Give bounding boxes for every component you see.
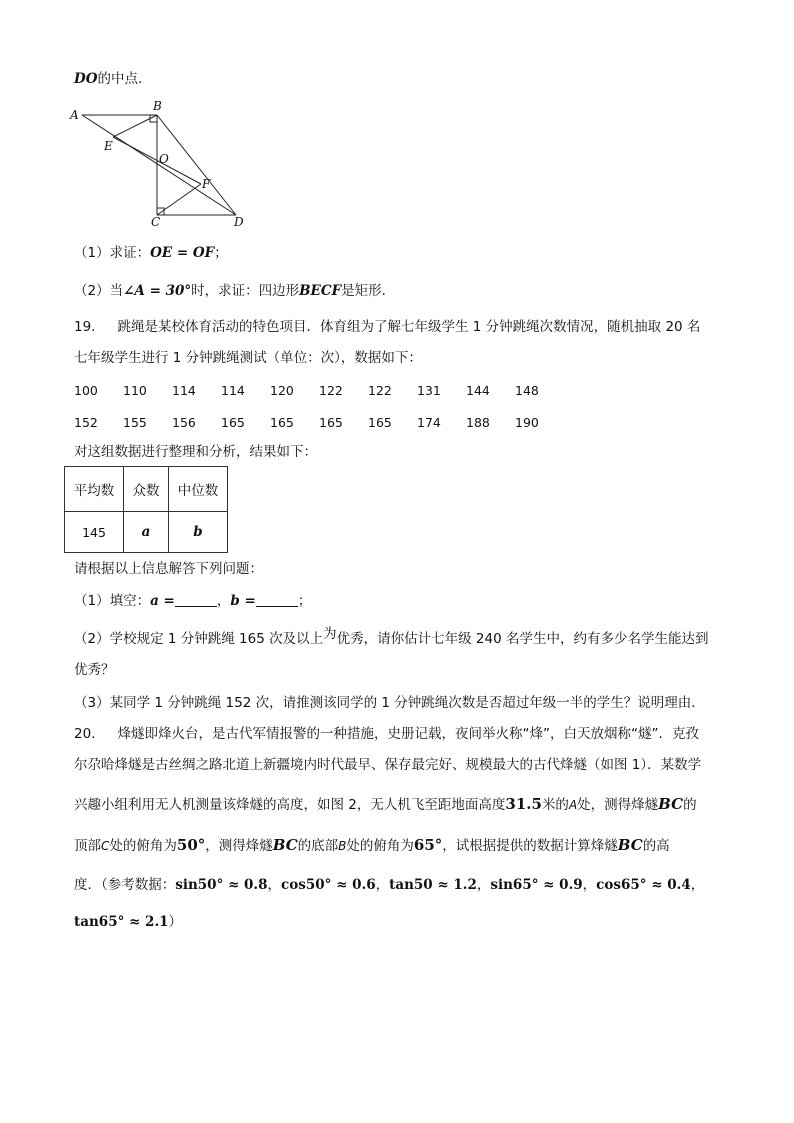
data-value: 190 xyxy=(515,415,539,430)
q20-number: 20. xyxy=(74,726,96,742)
label-b: B xyxy=(153,99,162,113)
data-value: 165 xyxy=(319,415,343,430)
math-height: 31.5 xyxy=(505,795,542,813)
data-value: 114 xyxy=(221,383,245,398)
top-line xyxy=(74,70,151,88)
data-value: 122 xyxy=(368,383,392,398)
data-value: 155 xyxy=(123,415,147,430)
q20-line3: 兴趣小组利用无人机测量该烽燧的高度，如图 2，无人机飞至距地面高度31.5米的A处，测得烽燧BC的 xyxy=(74,795,697,813)
q19-intro-line1: 19. 跳绳是某校体育活动的特色项目．体育组为了解七年级学生 1 分钟跳绳次数情况，随机抽取 20 名 xyxy=(74,319,701,335)
data-value: 148 xyxy=(515,383,539,398)
data-value: 165 xyxy=(270,415,294,430)
value-mean: 145 xyxy=(65,512,124,553)
data-value: 165 xyxy=(221,415,245,430)
q19-part2-line1: （2）学校规定 1 分钟跳绳 165 次及以上为优秀，请你估计七年级 240 名学生中，约有多少名学生能达到 xyxy=(74,626,709,647)
top-line-text: 的中点． xyxy=(97,71,152,87)
q18-part1: （1）求证：OE = OF； xyxy=(74,245,228,261)
q19-part2-line2: 优秀？ xyxy=(74,662,115,678)
data-value: 144 xyxy=(466,383,490,398)
data-value: 156 xyxy=(172,415,196,430)
header-mode: 众数 xyxy=(124,467,169,512)
q20-line2: 尔尕哈烽燧是古丝绸之路北道上新疆境内时代最早、保存最完好、规模最大的古代烽燧（如图 1）．某数学 xyxy=(74,757,702,773)
q19-after-data: 对这组数据进行整理和分析，结果如下： xyxy=(74,444,317,460)
answer-blank-b[interactable] xyxy=(256,592,298,607)
segment-do: DO xyxy=(74,71,98,87)
label-d: D xyxy=(234,215,244,228)
q20-line4: 顶部C处的俯角为50°，测得烽燧BC的底部B处的俯角为65°，试根据提供的数据计算烽燧BC的高 xyxy=(74,836,670,854)
value-mode: a xyxy=(124,512,169,553)
answer-blank-a[interactable] xyxy=(175,592,217,607)
table-header-row xyxy=(65,467,228,512)
label-o: O xyxy=(159,152,169,166)
data-value: 174 xyxy=(417,415,441,430)
label-a: A xyxy=(70,108,79,122)
math-angle-a: ∠A = 30° xyxy=(123,283,192,299)
label-f: F xyxy=(202,177,211,191)
q19-intro-line2: 七年级学生进行 1 分钟跳绳测试（单位：次），数据如下： xyxy=(74,350,422,366)
data-value: 188 xyxy=(466,415,490,430)
header-mean: 平均数 xyxy=(65,467,124,512)
table-value-row xyxy=(65,512,228,553)
data-value: 165 xyxy=(368,415,392,430)
q20-line1: 20. 烽燧即烽火台，是古代军情报警的一种措施，史册记载，夜间举火称“烽”，白天放烟称“燧”．克孜 xyxy=(74,726,699,742)
data-value: 100 xyxy=(74,383,98,398)
data-value: 110 xyxy=(123,383,147,398)
value-median: b xyxy=(169,512,228,553)
q20-line5: 度．（参考数据：sin50° ≈ 0.8，cos50° ≈ 0.6，tan50 ≈ 1.2，sin65° ≈ 0.9，cos65° ≈ 0.4， xyxy=(74,877,705,893)
q18-part2: （2）当∠A = 30°时，求证：四边形BECF是矩形． xyxy=(74,283,396,299)
q19-part1: （1）填空：a = ，b = ； xyxy=(74,593,312,609)
header-median: 中位数 xyxy=(169,467,228,512)
math-a-eq: a = xyxy=(150,593,175,609)
label-e: E xyxy=(104,139,113,153)
side-bd-visible xyxy=(157,115,236,215)
q19-prompt: 请根据以上信息解答下列问题： xyxy=(74,561,263,577)
label-c: C xyxy=(151,215,161,228)
data-value: 114 xyxy=(172,383,196,398)
data-value: 152 xyxy=(74,415,98,430)
data-value: 131 xyxy=(417,383,441,398)
data-value: 122 xyxy=(319,383,343,398)
geometry-figure xyxy=(64,98,254,228)
math-oe-of: OE = OF xyxy=(150,245,215,261)
stats-table xyxy=(64,466,228,553)
q20-line6: tan65° ≈ 2.1） xyxy=(74,914,183,930)
q19-number: 19. xyxy=(74,319,96,335)
data-value: 120 xyxy=(270,383,294,398)
math-becf: BECF xyxy=(299,283,342,299)
math-b-eq: b = xyxy=(230,593,256,609)
q19-part3: （3）某同学 1 分钟跳绳 152 次，请推测该同学的 1 分钟跳绳次数是否超过年级一半的学生？说明理由． xyxy=(74,695,705,711)
